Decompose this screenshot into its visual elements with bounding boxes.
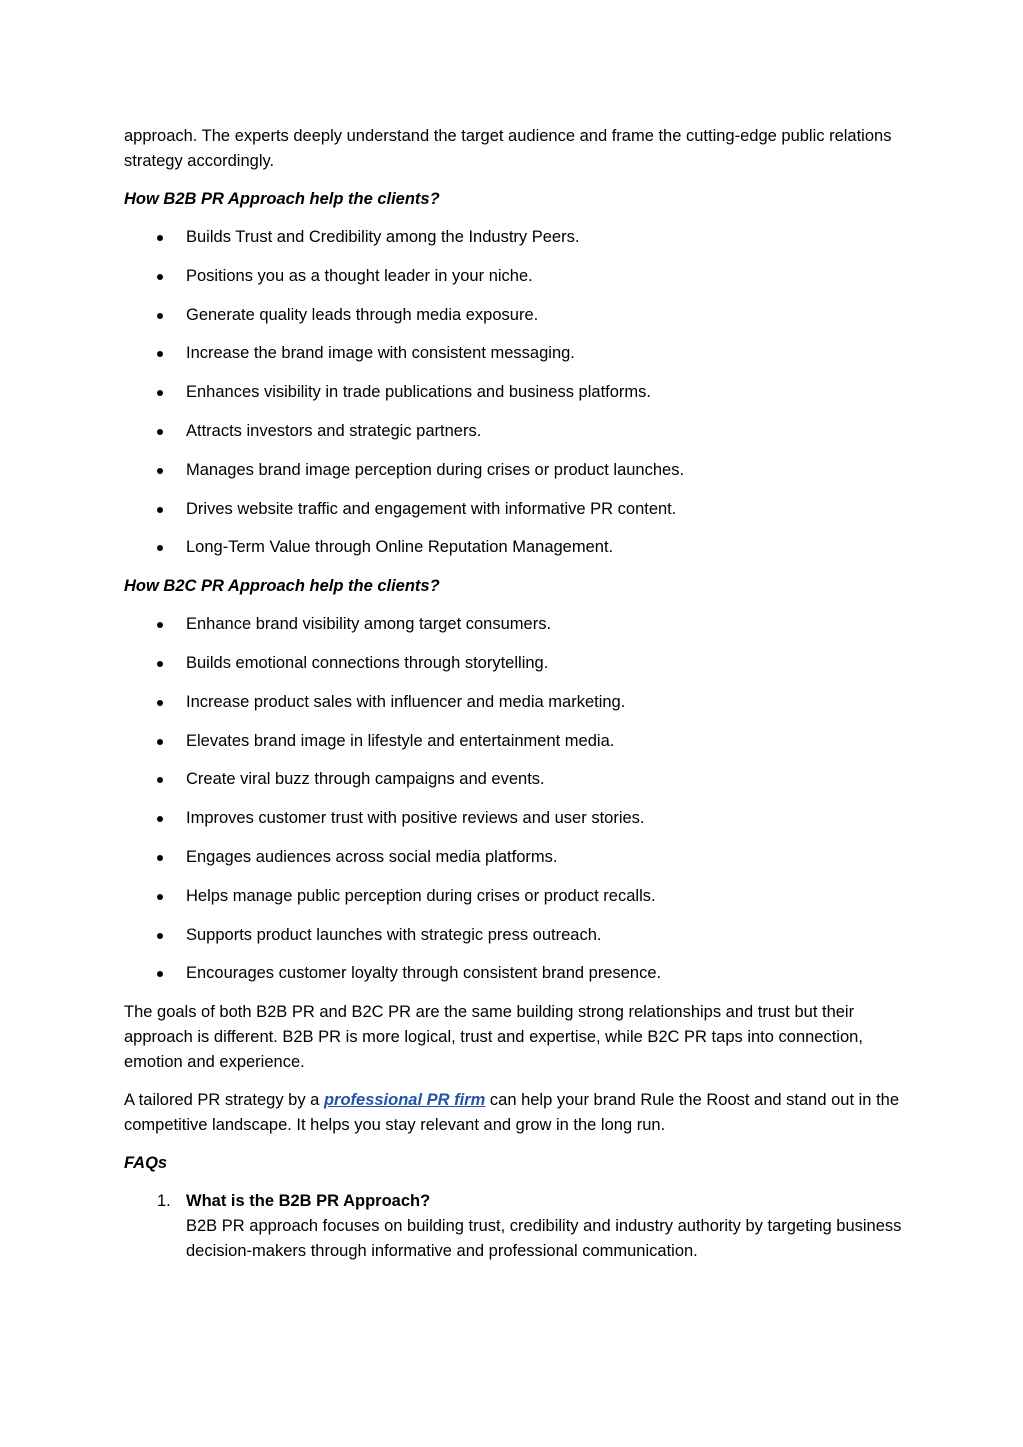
list-item: Manages brand image perception during crises or product launches. — [124, 458, 904, 483]
list-item: Create viral buzz through campaigns and events. — [124, 767, 904, 792]
faq-answer: B2B PR approach focuses on building trust, credibility and industry authority by targeting business decision-makers through informative and professional communication. — [186, 1217, 902, 1261]
bullet-icon — [157, 971, 163, 977]
list-item: Increase the brand image with consistent messaging. — [124, 341, 904, 366]
list-item: Drives website traffic and engagement with informative PR content. — [124, 497, 904, 522]
bullet-icon — [157, 351, 163, 357]
b2b-heading: How B2B PR Approach help the clients? — [124, 190, 440, 208]
list-item: Supports product launches with strategic press outreach. — [124, 923, 904, 948]
bullet-icon — [157, 468, 163, 474]
list-item: Helps manage public perception during crises or product recalls. — [124, 884, 904, 909]
b2b-benefits-list — [124, 225, 904, 560]
bullet-icon — [157, 390, 163, 396]
bullet-icon — [157, 507, 163, 513]
b2c-benefits-list — [124, 612, 904, 986]
faq-item — [124, 1189, 904, 1264]
list-item: Improves customer trust with positive reviews and user stories. — [124, 806, 904, 831]
document-page — [124, 124, 904, 1264]
list-item: Enhances visibility in trade publications and business platforms. — [124, 380, 904, 405]
professional-pr-firm-link[interactable]: professional PR firm — [323, 1091, 486, 1110]
intro-paragraph: approach. The experts deeply understand the target audience and frame the cutting-edge public relations strategy accordingly. — [124, 127, 892, 170]
faqs-heading: FAQs — [124, 1154, 168, 1173]
list-item: Positions you as a thought leader in your niche. — [124, 264, 904, 289]
bullet-icon — [157, 545, 163, 551]
list-item: Encourages customer loyalty through consistent brand presence. — [124, 961, 904, 986]
list-item: Engages audiences across social media platforms. — [124, 845, 904, 870]
bullet-icon — [157, 933, 163, 939]
tailored-paragraph: A tailored PR strategy by a professional PR firm can help your brand Rule the Roost and stand out in the competitive landscape. It helps you stay relevant and grow in the long run. — [124, 1091, 900, 1135]
faq-number: 1. — [157, 1192, 171, 1211]
bullet-icon — [157, 622, 163, 628]
bullet-icon — [157, 700, 163, 706]
list-item: Attracts investors and strategic partners. — [124, 419, 904, 444]
list-item: Builds Trust and Credibility among the Industry Peers. — [124, 225, 904, 250]
bullet-icon — [157, 777, 163, 783]
bullet-icon — [157, 894, 163, 900]
bullet-icon — [157, 855, 163, 861]
bullet-icon — [157, 274, 163, 280]
list-item: Generate quality leads through media exposure. — [124, 303, 904, 328]
bullet-icon — [157, 235, 163, 241]
faq-question: What is the B2B PR Approach? — [186, 1192, 431, 1211]
list-item: Elevates brand image in lifestyle and entertainment media. — [124, 729, 904, 754]
goals-paragraph: The goals of both B2B PR and B2C PR are the same building strong relationships and trust but their approach is different. B2B PR is more logical, trust and expertise, while B2C PR taps into connection, emotion and experience. — [124, 1003, 863, 1072]
list-item: Enhance brand visibility among target consumers. — [124, 612, 904, 637]
faq-list — [124, 1189, 904, 1264]
b2c-heading: How B2C PR Approach help the clients? — [124, 577, 440, 596]
bullet-icon — [157, 313, 163, 319]
bullet-icon — [157, 816, 163, 822]
list-item: Long-Term Value through Online Reputation Management. — [124, 535, 904, 560]
bullet-icon — [157, 429, 163, 435]
bullet-icon — [157, 739, 163, 745]
list-item: Builds emotional connections through storytelling. — [124, 651, 904, 676]
list-item: Increase product sales with influencer and media marketing. — [124, 690, 904, 715]
bullet-icon — [157, 661, 163, 667]
